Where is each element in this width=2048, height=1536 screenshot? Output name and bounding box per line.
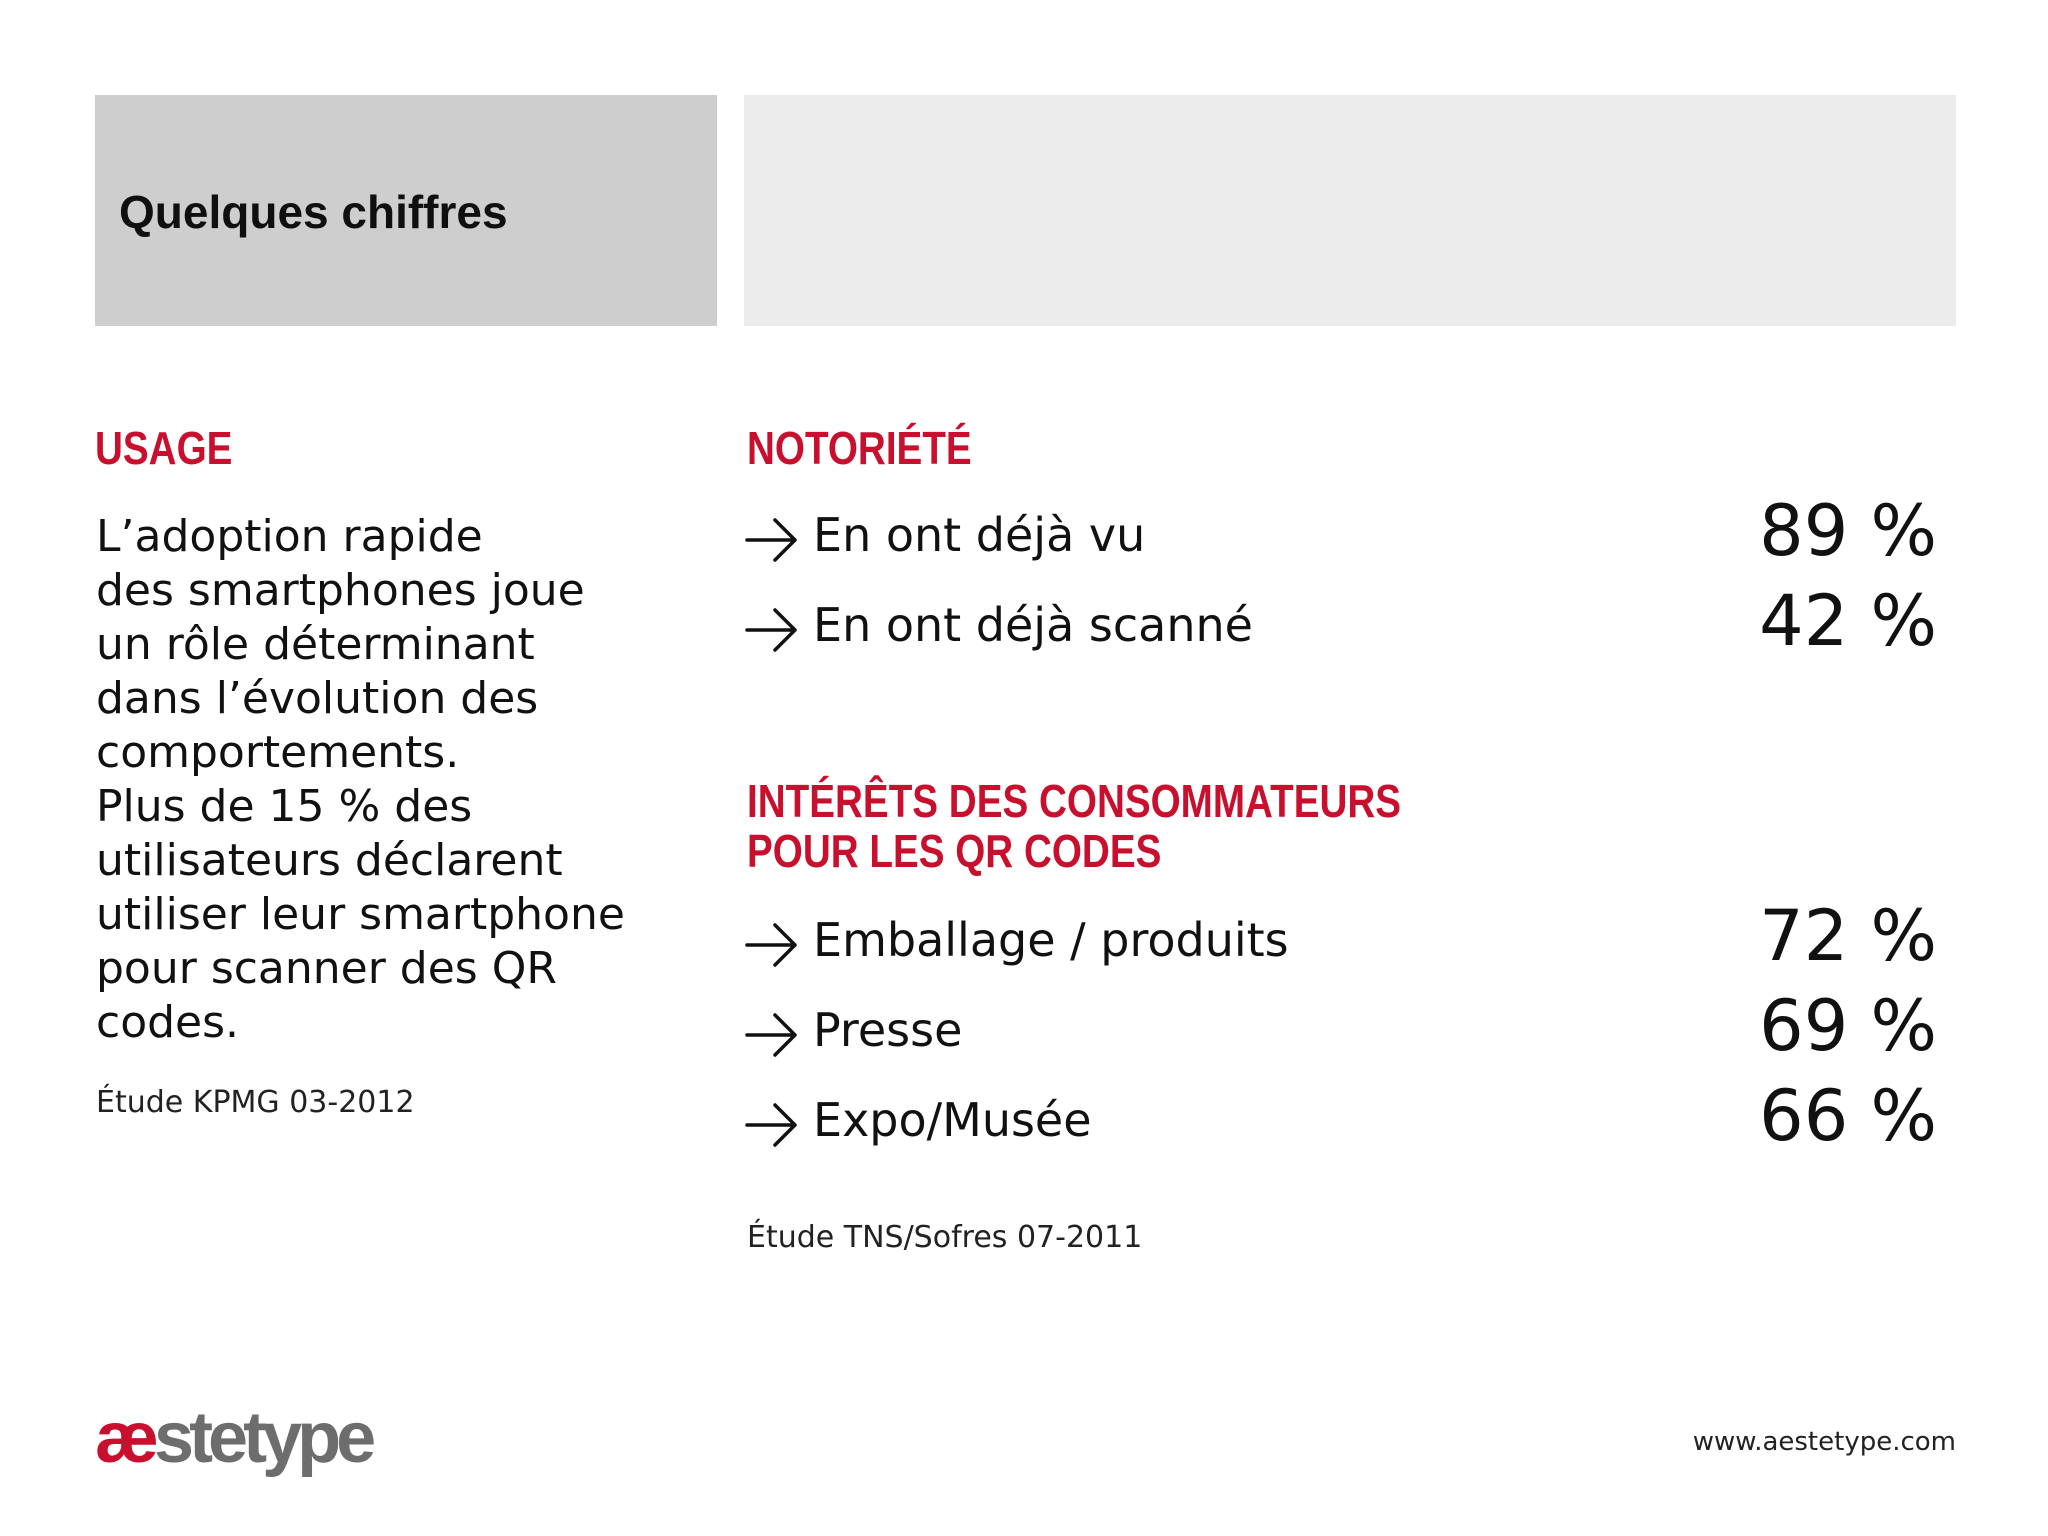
- interets-heading: [747, 776, 1401, 876]
- stat-value: 66 %: [1759, 1075, 1937, 1157]
- stat-row-expo: [745, 1075, 1937, 1160]
- usage-line: utiliser leur smartphone: [96, 889, 625, 940]
- stat-label: En ont déjà vu: [813, 508, 1146, 562]
- stat-label: Expo/Musée: [813, 1093, 1092, 1147]
- arrow-right-icon: [745, 1012, 799, 1058]
- usage-line: L’adoption rapide: [96, 511, 483, 562]
- header-title-panel: [95, 95, 717, 326]
- usage-line: dans l’évolution des: [96, 673, 539, 724]
- page-title: Quelques chiffres: [119, 186, 508, 238]
- arrow-right-icon: [745, 607, 799, 653]
- website-url: www.aestetype.com: [1692, 1427, 1956, 1457]
- stat-label: Emballage / produits: [813, 913, 1289, 967]
- arrow-right-icon: [745, 922, 799, 968]
- interets-heading-line: POUR LES QR CODES: [747, 825, 1162, 877]
- stat-row-packaging: [745, 895, 1937, 980]
- arrow-right-icon: [745, 1102, 799, 1148]
- usage-line: Plus de 15 % des: [96, 781, 473, 832]
- interets-heading-line: INTÉRÊTS DES CONSOMMATEURS: [747, 775, 1402, 827]
- usage-line: utilisateurs déclarent: [96, 835, 563, 886]
- logo-wordmark: stetype: [154, 1398, 372, 1478]
- usage-line: comportements.: [96, 727, 460, 778]
- usage-line: des smartphones joue: [96, 565, 585, 616]
- usage-line: codes.: [96, 997, 240, 1048]
- notoriete-heading: NOTORIÉTÉ: [747, 422, 972, 474]
- aestetype-logo: [95, 1398, 371, 1478]
- interets-source: Étude TNS/Sofres 07-2011: [747, 1220, 1143, 1255]
- usage-line: un rôle déterminant: [96, 619, 535, 670]
- stat-value: 72 %: [1759, 895, 1937, 977]
- usage-line: pour scanner des QR: [96, 943, 557, 994]
- stat-row-press: [745, 985, 1937, 1070]
- logo-ae-ligature: æ: [95, 1398, 155, 1478]
- stat-label: Presse: [813, 1003, 963, 1057]
- stat-value: 69 %: [1759, 985, 1937, 1067]
- arrow-right-icon: [745, 517, 799, 563]
- stat-row-scanned: [745, 580, 1937, 665]
- stat-label: En ont déjà scanné: [813, 598, 1253, 652]
- stat-value: 42 %: [1759, 580, 1937, 662]
- stat-value: 89 %: [1759, 490, 1937, 572]
- usage-heading: USAGE: [95, 422, 233, 474]
- usage-source: Étude KPMG 03-2012: [96, 1085, 415, 1120]
- usage-paragraph: [96, 510, 696, 1050]
- stat-row-seen: [745, 490, 1937, 575]
- header-blank-panel: [744, 95, 1956, 326]
